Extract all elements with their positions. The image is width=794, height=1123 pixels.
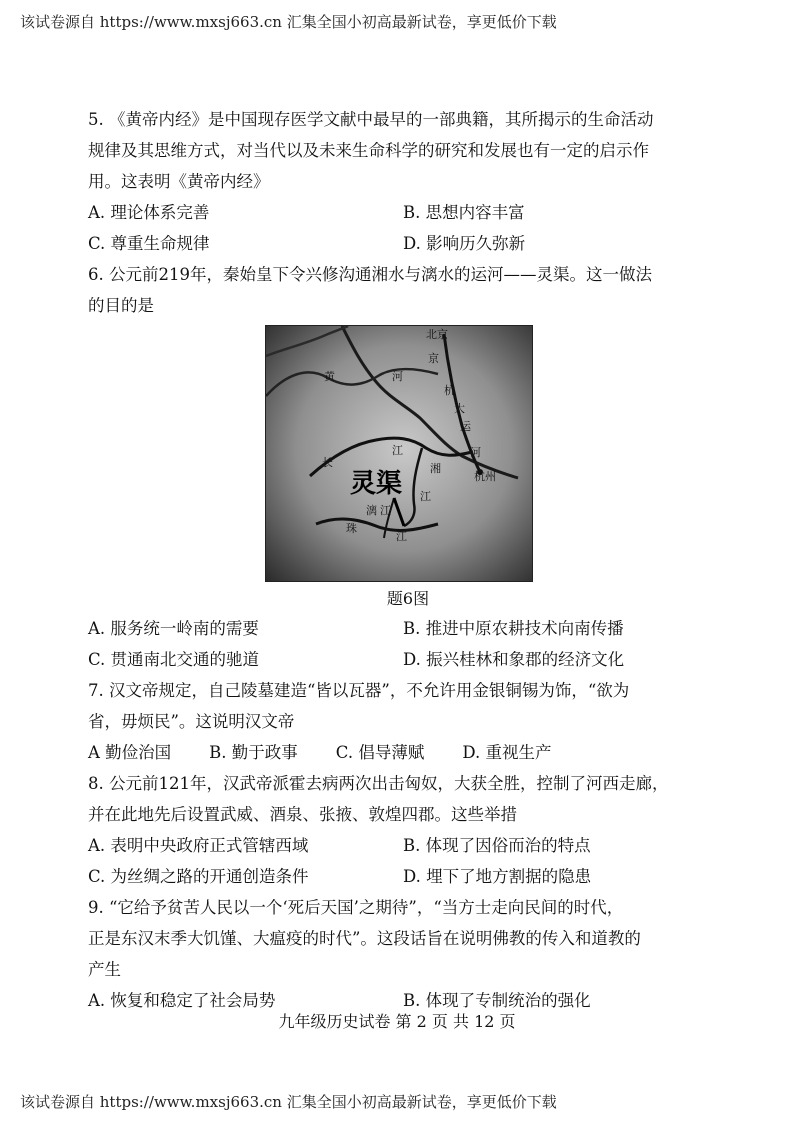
question-6-option-c[interactable]: C. 贯通南北交通的驰道 [88, 650, 260, 669]
coastline-line [342, 326, 518, 478]
label-yun: 运 [460, 420, 471, 433]
question-6-options-row-2 [88, 644, 728, 675]
question-6 [88, 259, 728, 675]
question-8-stem-line-2: 并在此地先后设置武威、酒泉、张掖、敦煌四郡。这些举措 [88, 805, 517, 824]
question-6-option-d[interactable]: D. 振兴桂林和象郡的经济文化 [403, 650, 625, 669]
question-8-stem-line-1: 8. 公元前121年，汉武帝派霍去病两次出击匈奴，大获全胜，控制了河西走廊， [88, 774, 669, 793]
map-rivers [266, 326, 532, 581]
question-6-stem-line-1: 6. 公元前219年，秦始皇下令兴修沟通湘水与漓水的运河——灵渠。这一做法 [88, 265, 652, 284]
label-he-1: 河 [392, 370, 403, 383]
question-7-option-d[interactable]: D. 重视生产 [462, 743, 552, 762]
question-7-option-b[interactable]: B. 勤于政事 [209, 743, 298, 762]
question-8-option-a[interactable]: A. 表明中央政府正式管辖西域 [88, 836, 309, 855]
question-7 [88, 675, 728, 768]
label-chang: 长 [322, 456, 333, 469]
question-9-stem-line-3: 产生 [88, 960, 121, 979]
label-huang: 黄 [324, 370, 335, 383]
question-6-option-a[interactable]: A. 服务统一岭南的需要 [88, 619, 259, 638]
label-xiang: 湘 [430, 462, 441, 475]
label-jiang-1: 江 [392, 444, 403, 457]
xiang-river-line [404, 448, 422, 526]
question-7-option-a[interactable]: A 勤俭治国 [88, 743, 172, 762]
question-9-option-a[interactable]: A. 恢复和稳定了社会局势 [88, 991, 276, 1010]
question-6-options-row-1 [88, 613, 728, 644]
question-9-option-b[interactable]: B. 体现了专制统治的强化 [403, 991, 591, 1010]
question-5-stem-line-1: 5. 《黄帝内经》是中国现存医学文献中最早的一部典籍，其所揭示的生命活动 [88, 110, 654, 129]
label-zhu: 珠 [346, 522, 357, 535]
label-jiang-4: 江 [396, 530, 407, 543]
question-5-option-b[interactable]: B. 思想内容丰富 [403, 203, 525, 222]
question-9-stem-line-2: 正是东汉末季大饥馑、大瘟疫的时代”。这段话旨在说明佛教的传入和道教的 [88, 929, 641, 948]
question-8-option-c[interactable]: C. 为丝绸之路的开通创造条件 [88, 867, 309, 886]
label-jiang-2: 江 [420, 490, 431, 503]
question-6-figure-caption: 题6图 [386, 589, 430, 608]
question-7-options-row [88, 737, 728, 768]
question-7-stem-line-2: 省，毋烦民”。这说明汉文帝 [88, 712, 295, 731]
upper-left-outline [266, 326, 348, 356]
question-8-options-row-1 [88, 830, 728, 861]
label-jiang-3: 江 [380, 504, 391, 517]
lingqu-map [265, 325, 533, 582]
label-da: 大 [454, 402, 465, 415]
question-8-options-row-2 [88, 861, 728, 892]
question-5-option-c[interactable]: C. 尊重生命规律 [88, 234, 210, 253]
label-hangzhou: 杭州 [474, 470, 496, 483]
label-lingqu: 灵渠 [350, 469, 403, 499]
question-8-option-b[interactable]: B. 体现了因俗而治的特点 [403, 836, 591, 855]
question-6-figure [88, 325, 728, 583]
page-footer: 九年级历史试卷 第 2 页 共 12 页 [278, 1012, 516, 1031]
label-he-2: 河 [470, 446, 481, 459]
question-8 [88, 768, 728, 892]
question-5-options-row-1 [88, 197, 728, 228]
lingqu-canal-line [394, 498, 404, 526]
question-7-stem-line-1: 7. 汉文帝规定，自己陵墓建造“皆以瓦器”，不允许用金银铜锡为饰，“欲为 [88, 681, 630, 700]
pearl-river-line [316, 519, 438, 531]
label-hang: 杭 [444, 384, 455, 397]
question-9-stem-line-1: 9. “它给予贫苦人民以一个‘死后天国’之期待”，“当方士走向民间的时代， [88, 898, 624, 917]
question-5-options-row-2 [88, 228, 728, 259]
question-7-option-c[interactable]: C. 倡导薄赋 [335, 743, 425, 762]
question-9 [88, 892, 728, 1016]
exam-content [88, 104, 728, 1016]
question-5-option-a[interactable]: A. 理论体系完善 [88, 203, 210, 222]
label-jing: 京 [428, 352, 439, 365]
question-6-option-b[interactable]: B. 推进中原农耕技术向南传播 [403, 619, 624, 638]
label-li: 漓 [366, 504, 377, 517]
question-5-stem-line-3: 用。这表明《黄帝内经》 [88, 172, 270, 191]
source-banner-top: 该试卷源自 https://www.mxsj663.cn 汇集全国小初高最新试卷，享更低价下载 [20, 13, 557, 31]
question-8-option-d[interactable]: D. 埋下了地方割据的隐患 [403, 867, 592, 886]
question-5-stem-line-2: 规律及其思维方式，对当代以及未来生命科学的研究和发展也有一定的启示作 [88, 141, 649, 160]
question-6-stem-line-2: 的目的是 [88, 296, 154, 315]
label-beijing: 北京 [426, 328, 448, 341]
question-5-option-d[interactable]: D. 影响历久弥新 [403, 234, 526, 253]
source-banner-bottom: 该试卷源自 https://www.mxsj663.cn 汇集全国小初高最新试卷，享更低价下载 [20, 1093, 557, 1111]
yellow-river-line [266, 369, 438, 396]
question-5 [88, 104, 728, 259]
